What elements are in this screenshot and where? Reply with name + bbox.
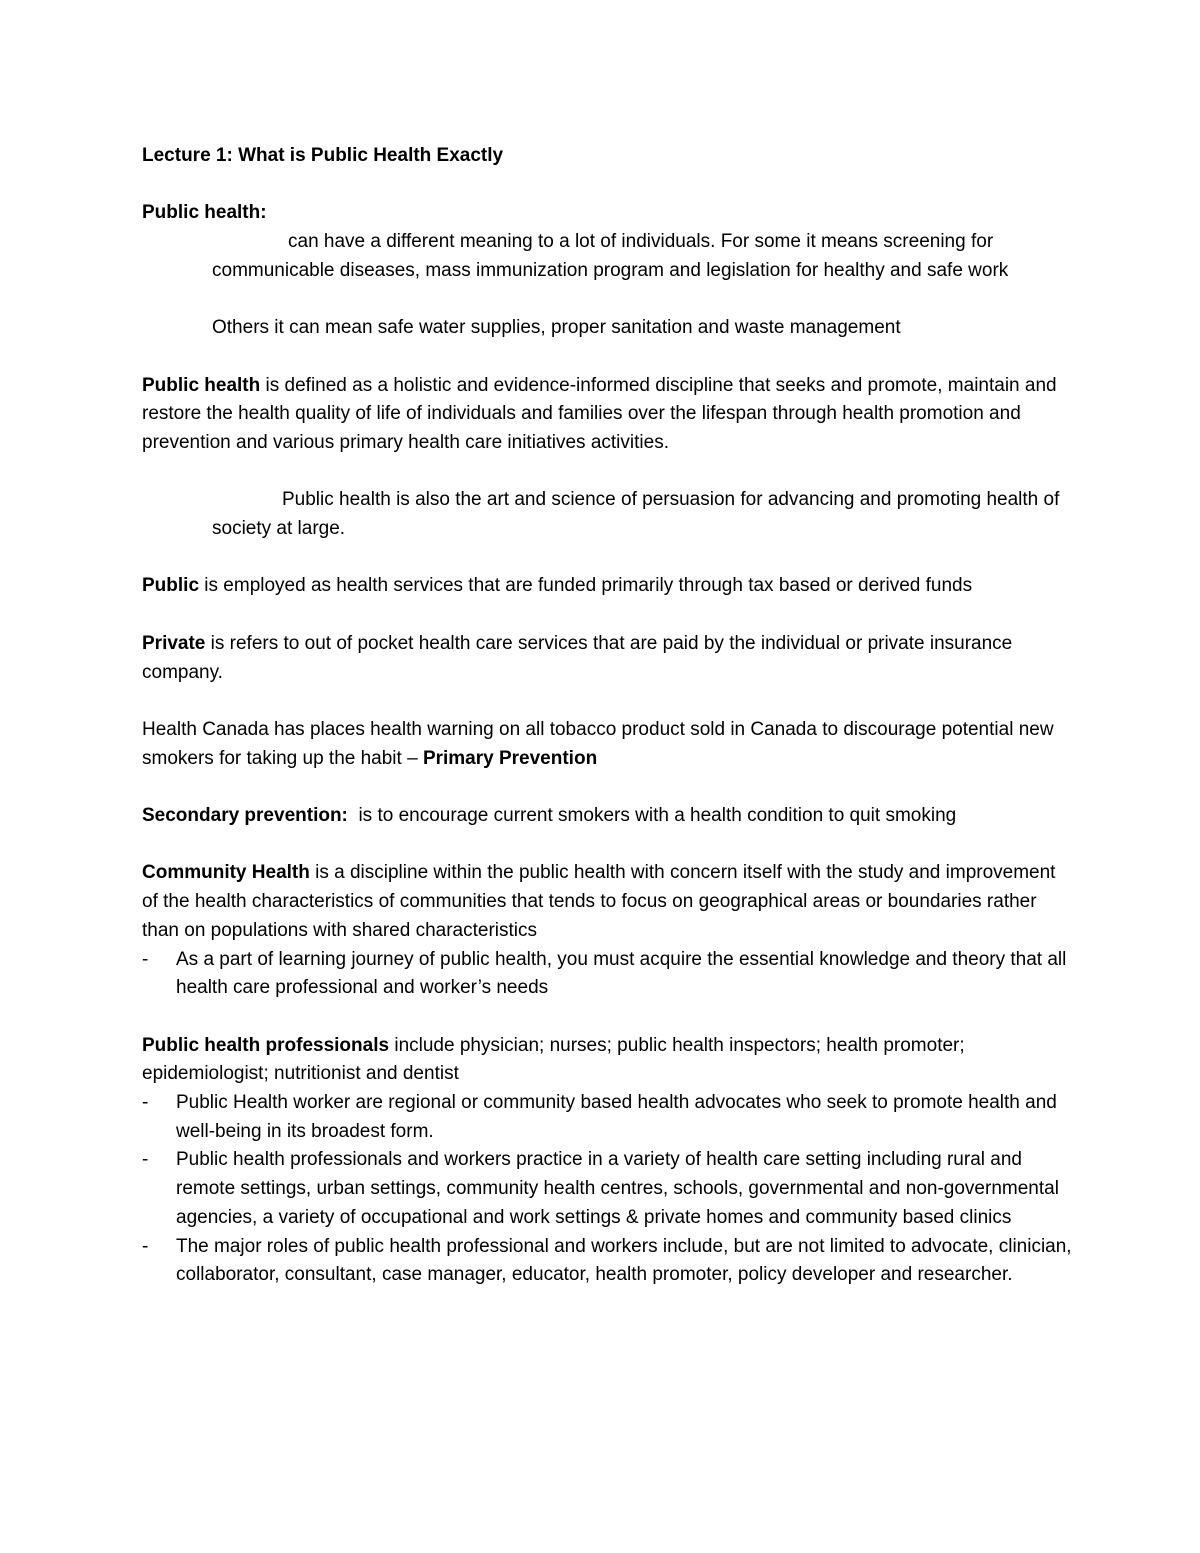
- community-health-list: [142, 946, 1072, 1003]
- health-canada-text: Health Canada has places health warning on all tobacco product sold in Canada to discourage potential new smokers for taking up the habit –: [142, 718, 1054, 769]
- lecture-title-text: Lecture 1: What is Public Health Exactly: [142, 145, 504, 166]
- professionals-paragraph: [142, 1032, 1072, 1089]
- public-health-defined-term: Public health: [142, 374, 261, 396]
- dash-marker: -: [142, 1092, 149, 1114]
- professionals-list: [142, 1089, 1072, 1290]
- list-item: [142, 946, 1072, 1003]
- public-health-art-text: Public health is also the art and science of persuasion for advancing and promoting health of society at large.: [212, 489, 1060, 540]
- community-health-term: Community Health: [142, 862, 310, 884]
- public-health-definition-1: [142, 228, 1072, 285]
- lecture-title: [142, 142, 1072, 171]
- list-item-text: Public Health worker are regional or community based health advocates who seek to promote health and well-being in its broadest form.: [176, 1092, 1057, 1142]
- dash-marker: -: [142, 1235, 149, 1257]
- list-item-text: Public health professionals and workers practice in a variety of health care setting including rural and remote settings, urban settings, community health centres, schools, governmental and non-governmental agencies, a variety of occupational and work settings & private homes and community based clinics: [176, 1149, 1059, 1228]
- public-health-art-paragraph: [142, 486, 1072, 543]
- list-item-text: As a part of learning journey of public health, you must acquire the essential knowledge and theory that all health care professional and worker’s needs: [176, 948, 1067, 999]
- community-health-text: is a discipline within the public health with concern itself with the study and improvement of the health characteristics of communities that tends to focus on geographical areas or boundaries rather than on populations with shared characteristics: [142, 862, 1056, 941]
- secondary-prevention-paragraph: [142, 802, 1072, 831]
- public-health-definition-1-text: can have a different meaning to a lot of individuals. For some it means screening for communicable diseases, mass immunization program and legislation for healthy and safe work: [212, 231, 1009, 281]
- professionals-term: Public health professionals: [142, 1034, 390, 1056]
- public-health-definition-2: Others it can mean safe water supplies, proper sanitation and waste management: [212, 317, 901, 339]
- secondary-prevention-term: Secondary prevention:: [142, 805, 348, 827]
- list-item-text: The major roles of public health professional and workers include, but are not limited to advocate, clinician, collaborator, consultant, case manager, educator, health promoter, policy developer and researcher.: [176, 1235, 1072, 1286]
- primary-prevention-term: Primary Prevention: [422, 747, 598, 769]
- health-canada-paragraph: [142, 716, 1072, 773]
- public-health-defined-paragraph: [142, 372, 1072, 458]
- secondary-prevention-text: is to encourage current smokers with a health condition to quit smoking: [347, 805, 957, 827]
- dash-marker: -: [142, 1149, 149, 1171]
- public-health-defined-text: is defined as a holistic and evidence-informed discipline that seeks and promote, maintain and restore the health quality of life of individuals and families over the lifespan through health promotion and prevention and various primary health care initiatives activities.: [142, 374, 1057, 453]
- list-item: [142, 1233, 1072, 1290]
- public-health-heading: Public health:: [142, 202, 267, 224]
- professionals-text: include physician; nurses; public health inspectors; health promoter; epidemiologist; nutritionist and dentist: [142, 1034, 965, 1085]
- community-health-paragraph: [142, 859, 1072, 945]
- list-item: [142, 1146, 1072, 1232]
- public-text: is employed as health services that are funded primarily through tax based or derived funds: [199, 575, 973, 597]
- public-term: Public: [142, 575, 200, 597]
- list-item: [142, 1089, 1072, 1146]
- private-text: is refers to out of pocket health care services that are paid by the individual or private insurance company.: [142, 632, 1013, 683]
- dash-marker: -: [142, 948, 149, 970]
- professionals-section: [142, 1032, 1072, 1290]
- private-term: Private: [142, 632, 206, 654]
- private-paragraph: [142, 630, 1072, 687]
- document-body: [142, 142, 1072, 1290]
- community-health-section: [142, 859, 1072, 1003]
- public-health-section: [142, 199, 1072, 343]
- public-paragraph: [142, 572, 1072, 601]
